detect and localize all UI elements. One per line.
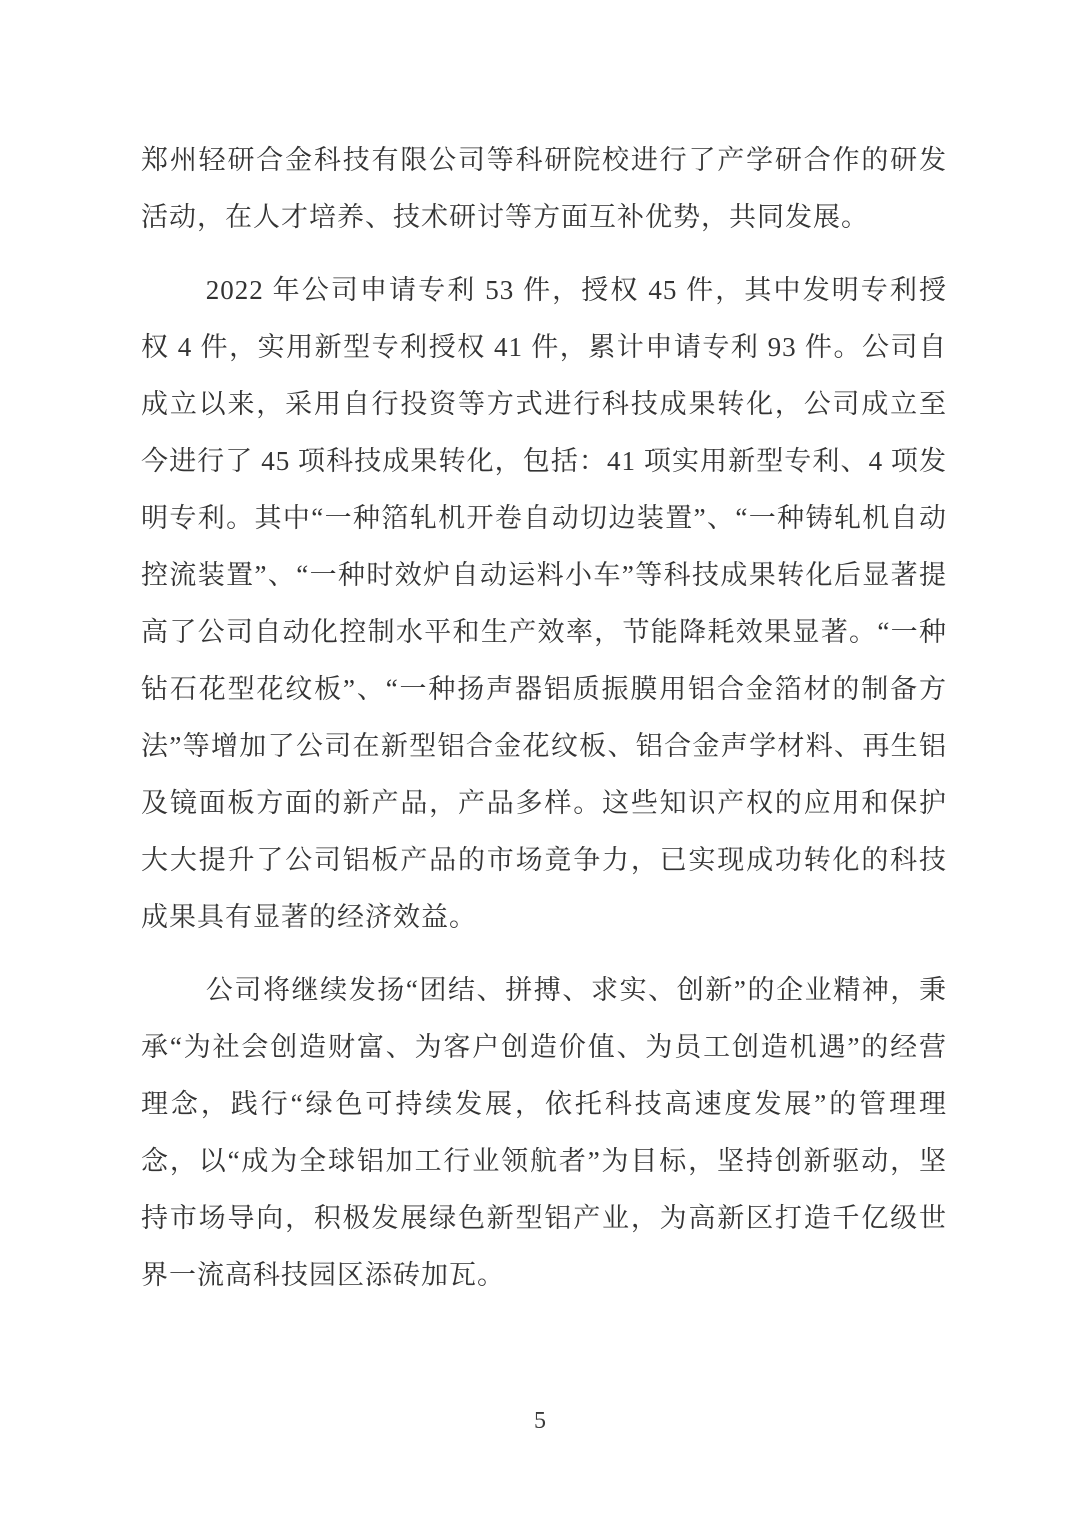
- paragraph: 公司将继续发扬“团结、拼搏、求实、创新”的企业精神，秉承“为社会创造财富、为客户创造价值、为员工创造机遇”的经营理念，践行“绿色可持续发展，依托科技高速度发展”的管理理念，以“成为全球铝加工行业领航者”为目标，坚持创新驱动，坚持市场导向，积极发展绿色新型铝产业，为高新区打造千亿级世界一流高科技园区添砖加瓦。: [141, 975, 947, 1290]
- paragraph: 2022 年公司申请专利 53 件，授权 45 件，其中发明专利授权 4 件，实用新型专利授权 41 件，累计申请专利 93 件。公司自成立以来，采用自行投资等方式进行科技成果转化，公司成立至今进行了 45 项科技成果转化，包括：41 项实用新型专利、4 项发明专利。其中“一种箔轧机开卷自动切边装置”、“一种铸轧机自动控流装置”、“一种时效炉自动运料小车”等科技成果转化后显著提高了公司自动化控制水平和生产效率，节能降耗效果显著。“一种钻石花型花纹板”、“一种扬声器铝质振膜用铝合金箔材的制备方法”等增加了公司在新型铝合金花纹板、铝合金声学材料、再生铝及镜面板方面的新产品，产品多样。这些知识产权的应用和保护大大提升了公司铝板产品的市场竟争力，已实现成功转化的科技成果具有显著的经济效益。: [141, 275, 947, 932]
- page-footer: [0, 1408, 1080, 1435]
- page-number: 5: [534, 1408, 546, 1434]
- paragraph: 郑州轻研合金科技有限公司等科研院校进行了产学研合作的研发活动，在人才培养、技术研讨等方面互补优势，共同发展。: [141, 145, 947, 232]
- document-body: [141, 132, 947, 1320]
